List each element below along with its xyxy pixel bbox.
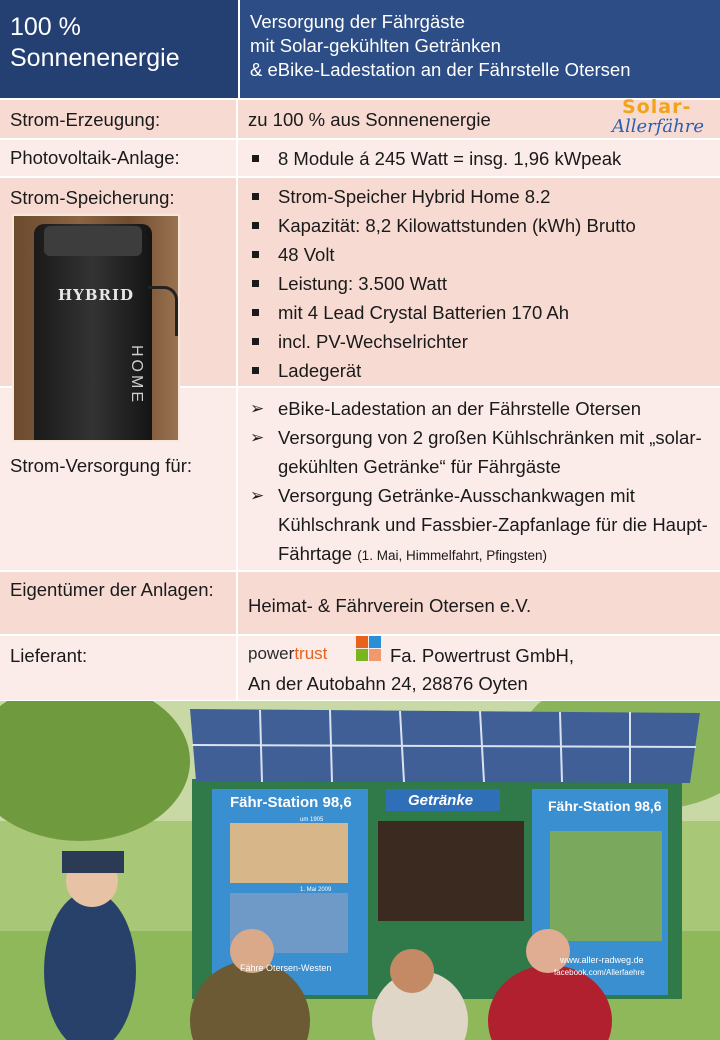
arrow-bullet-icon: ➢ (250, 428, 265, 447)
list-item: 48 Volt (248, 240, 710, 269)
photo-date-tag-2: um 1905 (300, 817, 324, 823)
list-item: mit 4 Lead Crystal Batterien 170 Ah (248, 298, 710, 327)
ferry-station-photo-graphic (0, 701, 720, 1040)
row-label: Strom-Erzeugung: (0, 100, 238, 138)
subtitle-line: & eBike-Ladestation an der Fährstelle Otersen (250, 59, 631, 80)
powertrust-logo: powertrust (248, 634, 384, 670)
row-label: Strom-Speicherung: (10, 187, 175, 208)
subtitle-line: mit Solar-gekühlten Getränken (250, 35, 501, 56)
logo-text-bottom: Allerfähre (612, 116, 705, 137)
list-item: Kapazität: 8,2 Kilowattstunden (kWh) Brutto (248, 211, 710, 240)
row-photovoltaik (0, 140, 720, 176)
photo-date-tag: 1. Mai 2009 (300, 887, 332, 893)
sign-left-text: Fähr-Station 98,6 (230, 794, 352, 811)
solar-allerfaehre-logo (612, 96, 716, 142)
row-label: Eigentümer der Anlagen: (0, 572, 238, 634)
sign-right-text: Fähr-Station 98,6 (548, 798, 662, 814)
hybrid-storage-image (12, 214, 180, 442)
list-item: Strom-Speicher Hybrid Home 8.2 (248, 182, 710, 211)
page-subtitle (238, 0, 720, 98)
row-label: Lieferant: (0, 636, 238, 700)
sign-web-text: www.aller-radweg.de (560, 955, 644, 965)
row-value: Heimat- & Fährverein Otersen e.V. (248, 595, 532, 616)
row-value (238, 140, 720, 176)
sign-left-caption: Fähre Otersen-Westen (240, 963, 332, 973)
list-item: ➢ Versorgung von 2 großen Kühlschränken mit „solar-gekühlten Getränke“ für Fährgäste (248, 423, 710, 481)
list-item: Ladegerät (248, 356, 710, 385)
hybrid-model-label: HOME (128, 345, 145, 405)
list-item-note: (1. Mai, Himmelfahrt, Pfingsten) (357, 548, 547, 563)
row-label: Strom-Versorgung für: (0, 388, 238, 570)
sign-facebook-text: facebook.com/Allerfaehre (554, 968, 645, 977)
ferry-station-photo (0, 701, 720, 1040)
row-value: zu 100 % aus Sonnenenergie (248, 109, 491, 130)
row-value (238, 388, 720, 570)
list-item: ➢ eBike-Ladestation an der Fährstelle Otersen (248, 394, 710, 423)
hybrid-brand-label: HYBRID (58, 286, 135, 304)
row-eigentuemer (0, 572, 720, 634)
arrow-bullet-icon: ➢ (250, 486, 265, 505)
subtitle-line: Versorgung der Fährgäste (250, 11, 465, 32)
list-item: 8 Module á 245 Watt = insg. 1,96 kWpeak (248, 144, 710, 173)
list-item: Leistung: 3.500 Watt (248, 269, 710, 298)
header (0, 0, 720, 98)
sign-center-text: Getränke (408, 792, 474, 809)
list-item: incl. PV-Wechselrichter (248, 327, 710, 356)
row-value (238, 178, 720, 386)
logo-text-top: Solar- (622, 96, 692, 118)
arrow-bullet-icon: ➢ (250, 399, 265, 418)
supplier-name: Fa. Powertrust GmbH, (390, 645, 575, 666)
list-item: ➢ Versorgung Getränke-Ausschankwagen mit Kühlschrank und Fassbier-Zapfanlage für die Haupt-Fährtage (1. Mai, Himmelfahrt, Pfingsten) (248, 481, 710, 570)
row-label: Photovoltaik-Anlage: (0, 140, 238, 176)
supplier-address: An der Autobahn 24, 28876 Oyten (248, 673, 528, 694)
page-title: 100 % Sonnenenergie (0, 0, 238, 98)
